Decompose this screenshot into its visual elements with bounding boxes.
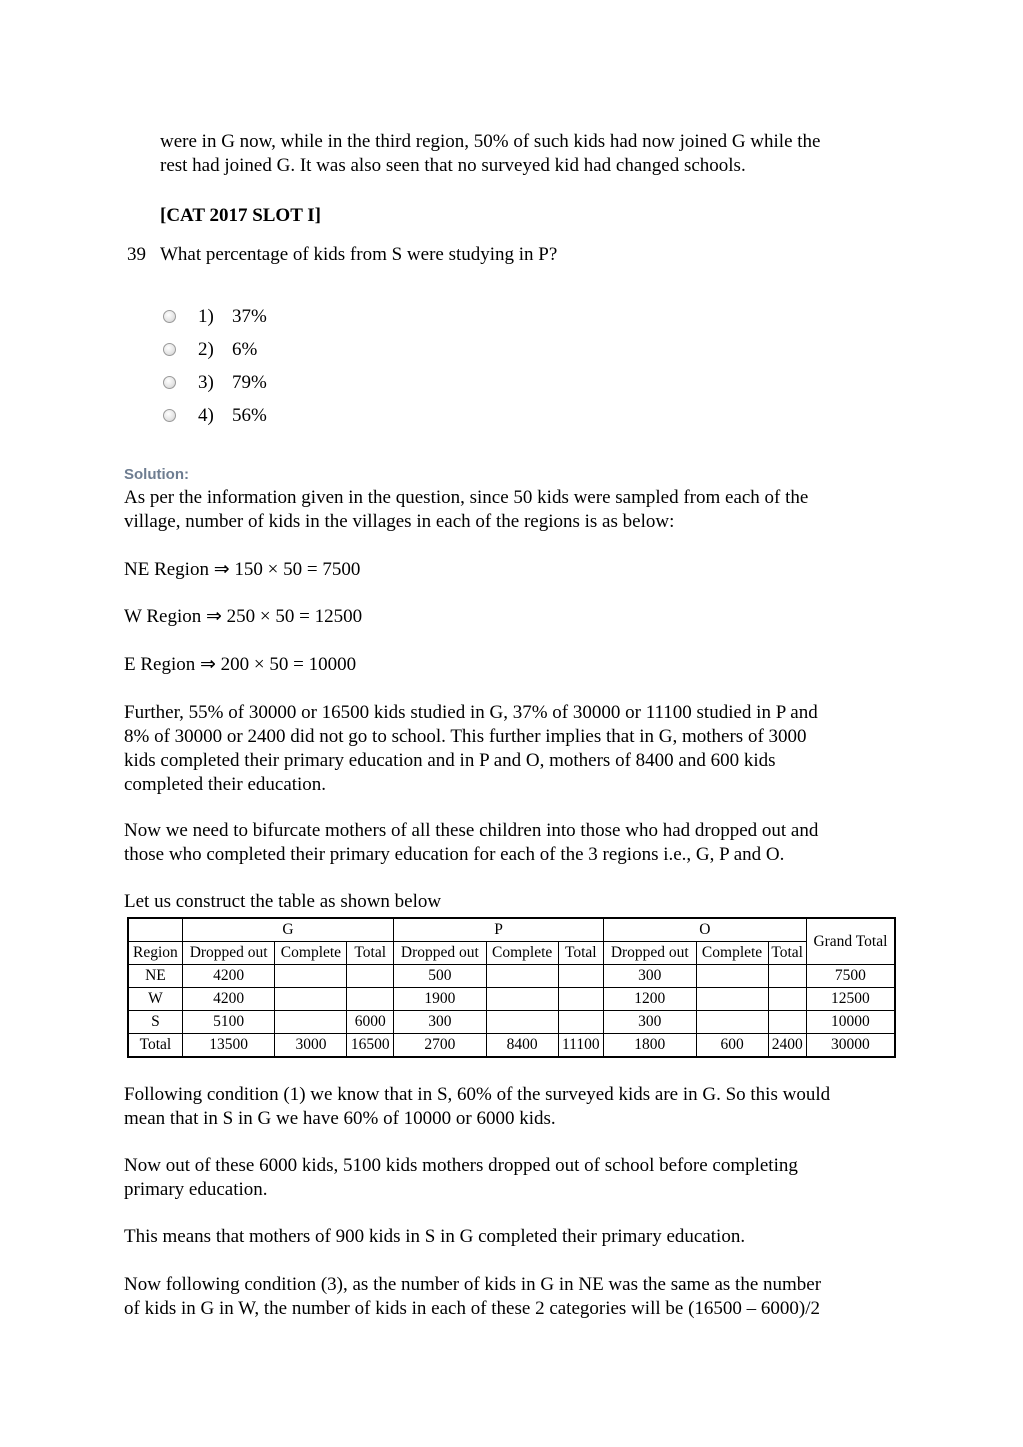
table-cell: 2400 (768, 1034, 806, 1058)
empty-cell (128, 918, 182, 942)
table-row (128, 1011, 895, 1034)
table-cell (696, 1011, 768, 1034)
table-cell (558, 988, 603, 1011)
table-cell (347, 988, 394, 1011)
question-number: 39 (127, 244, 146, 265)
header-cell: Total (768, 942, 806, 965)
solution-paragraph (124, 1083, 904, 1131)
table-cell (768, 1011, 806, 1034)
e-region-line: E Region ⇒ 200 × 50 = 10000 (124, 654, 357, 675)
text-line: Now out of these 6000 kids, 5100 kids mothers dropped out of school before completing (124, 1155, 798, 1176)
option-1[interactable] (160, 300, 267, 333)
header-cell: Complete (696, 942, 768, 965)
table-cell: 3000 (275, 1034, 347, 1058)
table-cell: 300 (603, 1011, 696, 1034)
solution-paragraph (124, 819, 904, 867)
option-label: 6% (232, 338, 258, 360)
table-cell: 16500 (347, 1034, 394, 1058)
ne-region-line: NE Region ⇒ 150 × 50 = 7500 (124, 559, 361, 580)
table-intro: Let us construct the table as shown below (124, 891, 442, 912)
table-cell (275, 1011, 347, 1034)
table-cell (696, 988, 768, 1011)
option-3[interactable] (160, 366, 267, 399)
table-cell: S (128, 1011, 182, 1034)
text-line: completed their education. (124, 774, 327, 795)
table-cell: 12500 (806, 988, 895, 1011)
table-cell: 6000 (347, 1011, 394, 1034)
table-cell: 5100 (182, 1011, 275, 1034)
option-label: 79% (232, 371, 267, 393)
table-cell: W (128, 988, 182, 1011)
text-line: Following condition (1) we know that in S, 60% of the surveyed kids are in G. So this would (124, 1084, 831, 1105)
table-cell: 8400 (486, 1034, 558, 1058)
table-cell (558, 965, 603, 988)
table-cell: 1800 (603, 1034, 696, 1058)
option-number: 2) (198, 338, 214, 360)
radio-icon[interactable] (163, 409, 176, 422)
option-2[interactable] (160, 333, 267, 366)
table-cell: NE (128, 965, 182, 988)
solution-label: Solution: (124, 466, 189, 483)
header-cell: Complete (275, 942, 347, 965)
text-line: village, number of kids in the villages in each of the regions is as below: (124, 511, 675, 532)
solution-paragraph (124, 1273, 904, 1321)
option-number: 3) (198, 371, 214, 393)
table-cell (486, 988, 558, 1011)
table-row (128, 965, 895, 988)
group-o: O (603, 918, 806, 942)
option-4[interactable] (160, 399, 267, 432)
table-cell (486, 965, 558, 988)
text-line: Now we need to bifurcate mothers of all these children into those who had dropped out and (124, 820, 819, 841)
text-line: primary education. (124, 1179, 268, 1200)
table-row-total (128, 1034, 895, 1058)
table-row (128, 988, 895, 1011)
radio-icon[interactable] (163, 343, 176, 356)
intro-line: rest had joined G. It was also seen that no surveyed kid had changed schools. (160, 155, 746, 176)
table-cell: 300 (394, 1011, 487, 1034)
group-g: G (182, 918, 393, 942)
table-cell (275, 988, 347, 1011)
table-cell: 30000 (806, 1034, 895, 1058)
table-cell: 7500 (806, 965, 895, 988)
header-cell: Dropped out (394, 942, 487, 965)
table-cell (275, 965, 347, 988)
table-cell: 13500 (182, 1034, 275, 1058)
text-line: of kids in G in W, the number of kids in each of these 2 categories will be (16500 – 6000)/2 (124, 1298, 821, 1319)
intro-paragraph (160, 130, 900, 178)
table-cell (696, 965, 768, 988)
table-cell: 4200 (182, 965, 275, 988)
table-group-header (128, 918, 895, 942)
table-cell: 300 (603, 965, 696, 988)
option-number: 1) (198, 305, 214, 327)
text-line: 8% of 30000 or 2400 did not go to school. This further implies that in G, mothers of 3000 (124, 726, 807, 747)
exam-tag: [CAT 2017 SLOT I] (160, 205, 322, 226)
table-cell: 11100 (558, 1034, 603, 1058)
table-cell: 1900 (394, 988, 487, 1011)
table-cell: Total (128, 1034, 182, 1058)
radio-icon[interactable] (163, 376, 176, 389)
answer-options (160, 300, 267, 432)
radio-icon[interactable] (163, 310, 176, 323)
option-label: 37% (232, 305, 267, 327)
table-cell: 4200 (182, 988, 275, 1011)
w-region-line: W Region ⇒ 250 × 50 = 12500 (124, 606, 363, 627)
table-cell: 500 (394, 965, 487, 988)
header-cell: Dropped out (182, 942, 275, 965)
text-line: those who completed their primary education for each of the 3 regions i.e., G, P and O. (124, 844, 785, 865)
grand-total-header: Grand Total (806, 918, 895, 965)
table-cell (558, 1011, 603, 1034)
question-text: What percentage of kids from S were studying in P? (160, 244, 558, 265)
group-p: P (394, 918, 604, 942)
intro-line: were in G now, while in the third region, 50% of such kids had now joined G while the (160, 131, 821, 152)
data-table (127, 917, 896, 1058)
table-cell (486, 1011, 558, 1034)
table-cell (347, 965, 394, 988)
solution-paragraph (124, 486, 904, 534)
table-cell: 2700 (394, 1034, 487, 1058)
solution-paragraph (124, 1154, 904, 1202)
header-cell: Total (558, 942, 603, 965)
table-column-header (128, 942, 895, 965)
header-cell: Dropped out (603, 942, 696, 965)
header-cell: Total (347, 942, 394, 965)
option-label: 56% (232, 404, 267, 426)
table-cell: 1200 (603, 988, 696, 1011)
text-line: Further, 55% of 30000 or 16500 kids studied in G, 37% of 30000 or 11100 studied in P and (124, 702, 818, 723)
solution-paragraph (124, 701, 904, 797)
solution-paragraph: This means that mothers of 900 kids in S in G completed their primary education. (124, 1226, 746, 1247)
text-line: Now following condition (3), as the number of kids in G in NE was the same as the number (124, 1274, 822, 1295)
option-number: 4) (198, 404, 214, 426)
table-cell (768, 988, 806, 1011)
header-cell: Complete (486, 942, 558, 965)
text-line: kids completed their primary education and in P and O, mothers of 8400 and 600 kids (124, 750, 776, 771)
table-cell (768, 965, 806, 988)
header-cell: Region (128, 942, 182, 965)
text-line: mean that in S in G we have 60% of 10000 or 6000 kids. (124, 1108, 556, 1129)
table-cell: 10000 (806, 1011, 895, 1034)
text-line: As per the information given in the question, since 50 kids were sampled from each of the (124, 487, 809, 508)
table-cell: 600 (696, 1034, 768, 1058)
